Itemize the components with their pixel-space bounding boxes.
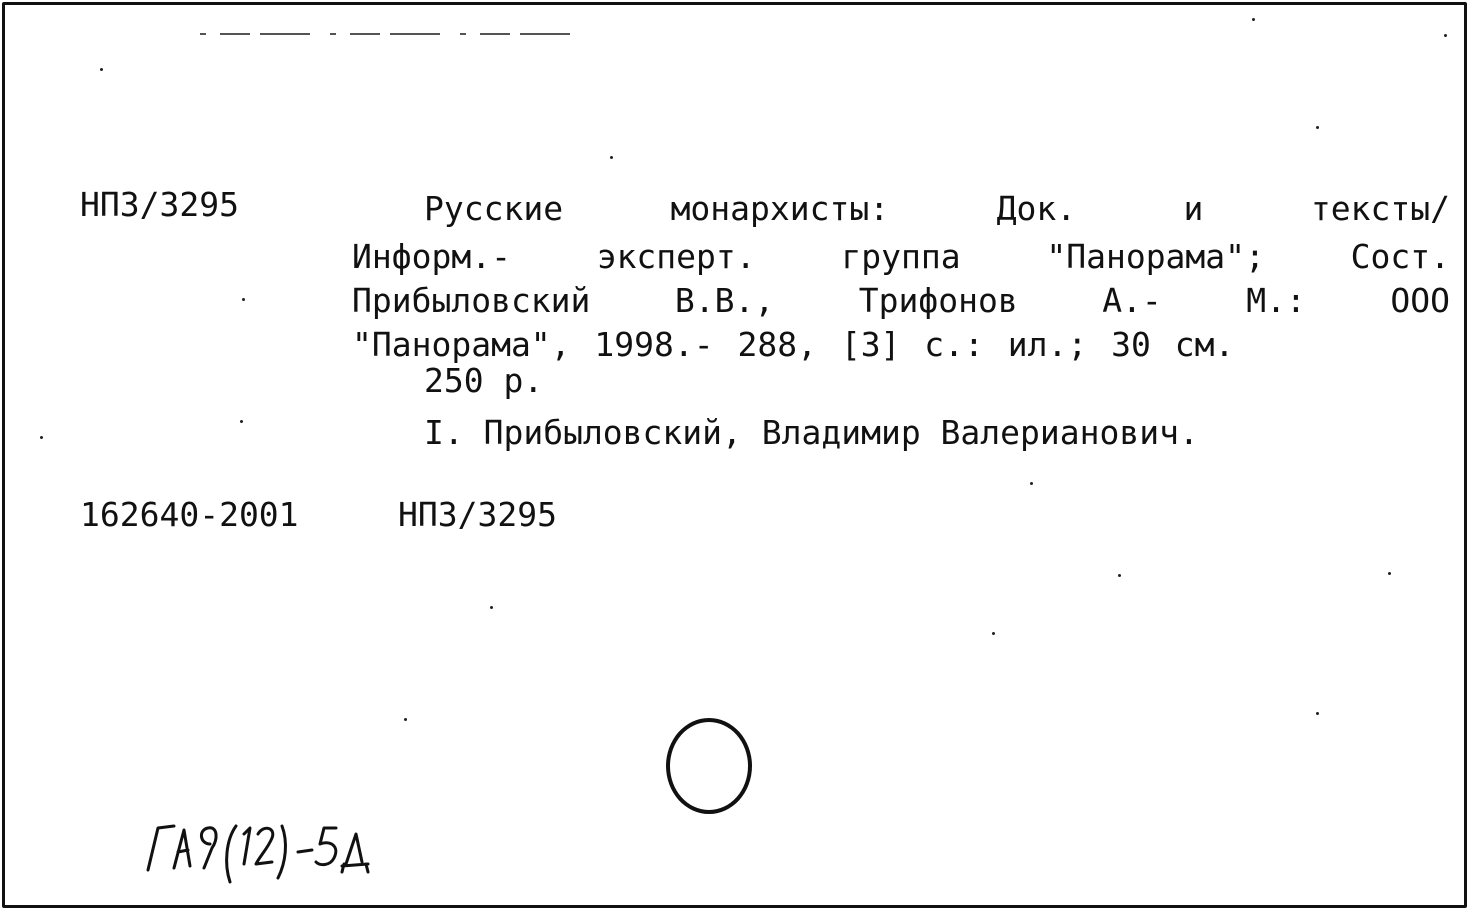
- handwritten-shelf-mark: [140, 820, 400, 890]
- scan-speck: [1444, 34, 1447, 37]
- scan-speck: [1252, 18, 1255, 21]
- scan-speck: [992, 632, 995, 635]
- description-line-4: "Панорама", 1998.- 288, [3] с.: ил.; 30 см.: [352, 325, 1235, 364]
- inventory-number: 162640-2001: [80, 495, 299, 534]
- scan-speck: [1118, 574, 1121, 577]
- added-entry: I. Прибыловский, Владимир Валерианович.: [424, 413, 1199, 452]
- description-line-3: Прибыловский В.В., Трифонов А.- М.: ООО: [352, 281, 1450, 320]
- call-number-top: НПЗ/3295: [80, 185, 239, 224]
- scan-speck: [40, 436, 43, 439]
- scan-speck: [404, 718, 407, 721]
- description-line-1: Русские монархисты: Док. и тексты/: [424, 189, 1450, 228]
- scan-speck: [242, 298, 245, 301]
- scan-speck: [610, 156, 613, 159]
- scan-speck: [1030, 482, 1033, 485]
- scan-speck: [240, 420, 243, 423]
- scan-speck: [1316, 712, 1319, 715]
- call-number-bottom: НПЗ/3295: [398, 495, 557, 534]
- scan-artifact-line: [200, 30, 600, 38]
- punch-hole: [666, 718, 752, 814]
- price: 250 р.: [424, 361, 544, 400]
- scan-speck: [1316, 126, 1319, 129]
- description-line-2: Информ.- эксперт. группа "Панорама"; Сост.: [352, 237, 1450, 276]
- scan-speck: [1388, 572, 1391, 575]
- scan-speck: [100, 68, 103, 71]
- scan-speck: [490, 606, 493, 609]
